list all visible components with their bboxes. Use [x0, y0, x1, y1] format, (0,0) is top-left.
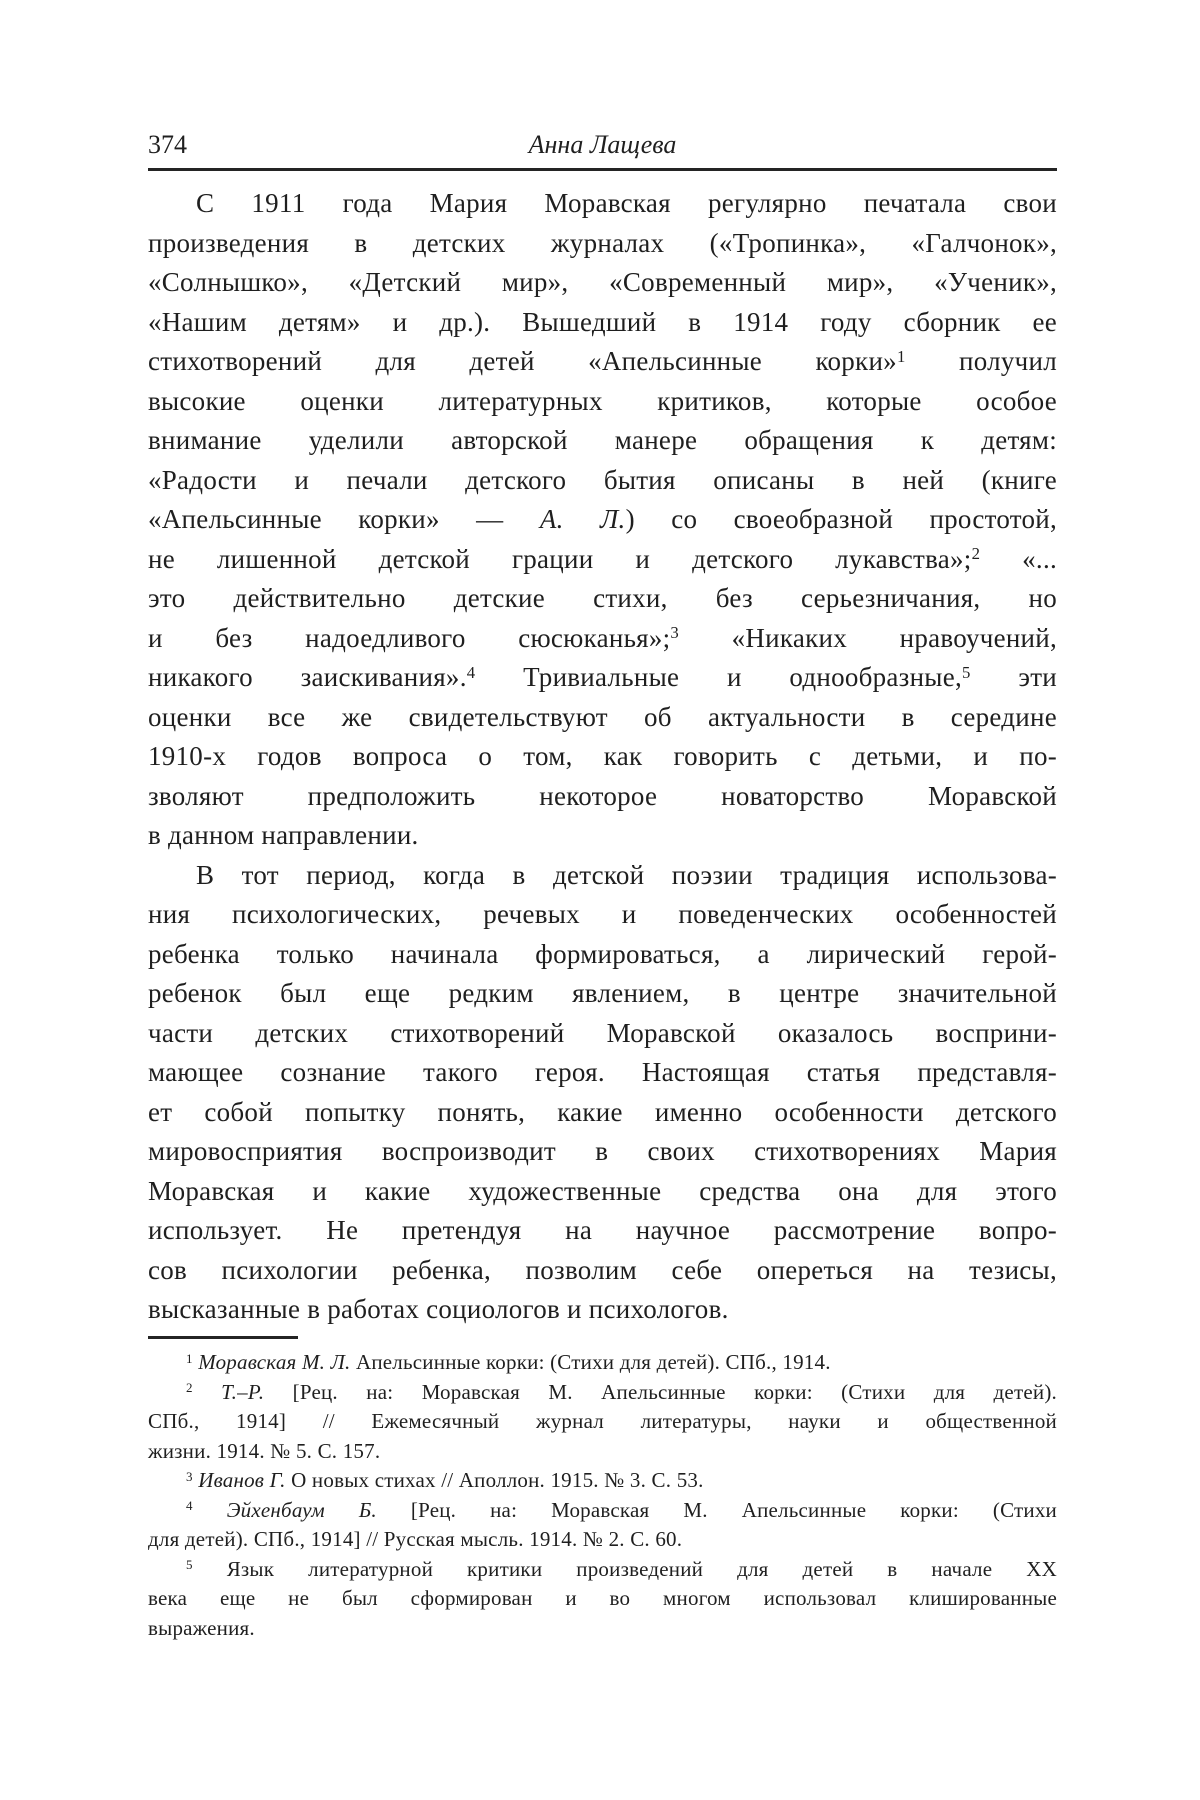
- text-line: 1910-х годов вопроса о том, как говорить с детьми, и по-: [148, 741, 1057, 771]
- footnote-marker: 5: [186, 1557, 193, 1572]
- text-line: произведения в детских журналах («Тропинка», «Галчонок»,: [148, 227, 1057, 258]
- footnote-marker: 1: [896, 346, 906, 366]
- text-line: жизни. 1914. № 5. С. 157.: [148, 1438, 381, 1463]
- footnote: [148, 1496, 1057, 1555]
- text-line: $^4$ Эйхенбаум Б. [Рец. на: Моравская М. Апельсинные корки: (Стихи: [186, 1497, 1057, 1522]
- text-line: $^3$ Иванов Г. О новых стихах // Аполлон. 1915. № 3. С. 53.: [186, 1468, 704, 1492]
- text-line: «Радости и печали детского бытия описаны в ней (книге: [148, 464, 1057, 495]
- text-line: оценки все же свидетельствуют об актуальности в середине: [148, 701, 1057, 732]
- text-line: века еще не был сформирован и во многом использовал клишированные: [148, 1586, 1057, 1610]
- footnote-marker: 4: [466, 662, 476, 682]
- text-line: ет собой попытку понять, какие именно особенности детского: [148, 1096, 1057, 1127]
- text-line: СПб., 1914] // Ежемесячный журнал литературы, науки и общественной: [148, 1409, 1057, 1433]
- text-line: $^2$ Т.–Р. [Рец. на: Моравская М. Апельсинные корки: (Стихи для детей).: [186, 1379, 1057, 1404]
- text-line: В тот период, когда в детской поэзии традиция использова-: [196, 859, 1057, 890]
- text-line: С 1911 года Мария Моравская регулярно печатала свои: [196, 188, 1057, 218]
- text-line: это действительно детские стихи, без серьезничания, но: [148, 583, 1057, 613]
- text-line: ния психологических, речевых и поведенческих особенностей: [148, 899, 1057, 929]
- text-line: «Апельсинные корки» — А. Л.) со своеобразной простотой,: [148, 504, 1057, 534]
- footnote-marker: 3: [670, 623, 680, 643]
- text-line: ребенок был еще редким явлением, в центре значительной: [148, 978, 1057, 1008]
- text-line: зволяют предположить некоторое новаторство Моравской: [148, 780, 1057, 811]
- footnote-marker: 5: [962, 662, 971, 682]
- text-line: стихотворений для детей «Апельсинные корки»$^1$ получил: [148, 346, 1057, 376]
- text-line: ребенка только начинала формироваться, а лирический герой-: [148, 938, 1057, 969]
- footnote-marker: 3: [186, 1468, 193, 1484]
- article-body: [148, 184, 1057, 1330]
- text-line: «Нашим детям» и др.). Вышедший в 1914 году сборник ее: [148, 306, 1057, 337]
- paragraph: [148, 856, 1057, 1330]
- text-line: высказанные в работах социологов и психологов.: [148, 1294, 729, 1324]
- text-line: использует. Не претендуя на научное рассмотрение вопро-: [148, 1215, 1057, 1245]
- text-line: сов психологии ребенка, позволим себе опереться на тезисы,: [148, 1254, 1057, 1285]
- text-line: мающее сознание такого героя. Настоящая статья представля-: [148, 1057, 1057, 1087]
- footnote-marker: 2: [971, 544, 981, 564]
- page-number: 374: [148, 130, 187, 159]
- text-line: выражения.: [148, 1615, 255, 1640]
- footnote: [148, 1466, 1057, 1496]
- text-line: в данном направлении.: [148, 820, 419, 850]
- text-line: никакого заискивания».$^4$ Тривиальные и однообразные,$^5$ эти: [148, 662, 1057, 692]
- footnote: [148, 1378, 1057, 1467]
- text-line: $^1$ Моравская М. Л. Апельсинные корки: (Стихи для детей). СПб., 1914.: [186, 1350, 831, 1374]
- text-line: высокие оценки литературных критиков, которые особое: [148, 385, 1057, 416]
- text-line: не лишенной детской грации и детского лукавства»;$^2$ «...: [148, 543, 1057, 574]
- text-line: части детских стихотворений Моравской оказалось восприни-: [148, 1017, 1057, 1048]
- page-header: [148, 130, 1057, 160]
- footnote-marker: 1: [186, 1350, 193, 1366]
- text-line: внимание уделили авторской манере обращения к детям:: [148, 425, 1057, 455]
- text-line: Моравская и какие художественные средства она для этого: [148, 1175, 1057, 1206]
- header-rule: [148, 168, 1057, 171]
- text-line: $^5$ Язык литературной критики произведений для детей в начале XX: [186, 1556, 1057, 1581]
- footnote: [148, 1555, 1057, 1644]
- text-line: и без надоедливого сюсюканья»;$^3$ «Никаких нравоучений,: [148, 622, 1057, 653]
- footnote: [148, 1348, 1057, 1378]
- text-line: «Солнышко», «Детский мир», «Современный мир», «Ученик»,: [148, 267, 1057, 297]
- paragraph: [148, 184, 1057, 856]
- text-line: для детей). СПб., 1914] // Русская мысль. 1914. № 2. С. 60.: [148, 1527, 683, 1551]
- text-line: мировосприятия воспроизводит в своих стихотворениях Мария: [148, 1136, 1057, 1166]
- footnote-marker: 4: [186, 1498, 193, 1513]
- running-head: Анна Лащева: [528, 130, 677, 159]
- footnote-marker: 2: [186, 1380, 193, 1395]
- footnotes-block: [148, 1348, 1057, 1643]
- footnote-separator-rule: [148, 1336, 298, 1339]
